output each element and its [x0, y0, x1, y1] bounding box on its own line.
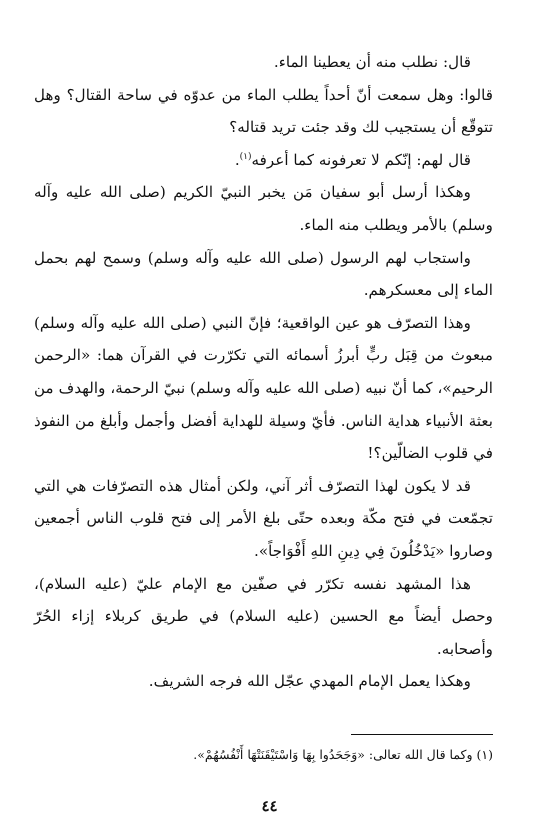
- paragraph-3-end: .: [234, 150, 240, 169]
- paragraph-4: وهكذا أرسل أبو سفيان مَن يخبر النبيّ الكريم (صلى الله عليه وآله وسلم) بالأمر ويطلب منه الماء.: [34, 183, 493, 234]
- paragraph-8: هذا المشهد نفسه تكرّر في صفّين مع الإمام عليّ (عليه السلام)، وحصل أيضاً مع الحسين (عليه السلام) في طريق كربلاء إزاء الحُرّ وأصحابه.: [34, 574, 493, 658]
- paragraph-9: وهكذا يعمل الإمام المهدي عجّل الله فرجه الشريف.: [148, 672, 471, 691]
- paragraph-7: قد لا يكون لهذا التصرّف أثر آني، ولكن أمثال هذه التصرّفات هي التي تجمّعت في فتح مكّة وبعده حتّى بلغ الأمر إلى فتح قلوب الناس أجمعين وصاروا «يَدْخُلُونَ فِي دِينِ اللهِ أَفْوَاجاً».: [34, 476, 493, 560]
- footnote-divider: [351, 734, 493, 735]
- footnote-marker: (١): [239, 151, 252, 162]
- paragraph-6: وهذا التصرّف هو عين الواقعية؛ فإنّ النبي (صلى الله عليه وآله وسلم) مبعوث من قِبَل ربٍّ أبرزُ أسمائه التي تكرّرت في القرآن هما: «الرحمن الرحيم»، كما أنّ نبيه (صلى الله عليه وآله وسلم) نبيّ الرحمة، والهدف من بعثة الأنبياء هداية الناس. فأيّ وسيلة للهداية أفضل وأجمل وأبلغ من النفوذ في قلوب الضالّين؟!: [34, 313, 493, 463]
- paragraph-1: قال: نطلب منه أن يعطينا الماء.: [273, 53, 471, 71]
- paragraph-3: [34, 144, 493, 177]
- paragraph-5: واستجاب لهم الرسول (صلى الله عليه وآله وسلم) وسمح لهم بحمل الماء إلى معسكرهم.: [34, 248, 493, 300]
- paragraph-3-text: قال لهم: إنّكم لا تعرفونه كما أعرفه: [251, 150, 471, 169]
- footnote: (١) وكما قال الله تعالى: «وَجَحَدُوا بِهَا وَاسْتَيْقَنَتْهَا أَنْفُسُهُمْ».: [193, 747, 493, 762]
- main-text: [34, 46, 493, 698]
- paragraph-2: قالوا: وهل سمعت أنّ أحداً يطلب الماء من عدوّه في ساحة القتال؟ وهل تتوقّع أن يستجيب لك وقد جئت تريد قتاله؟: [34, 85, 493, 137]
- page-number: ٤٤: [261, 797, 278, 815]
